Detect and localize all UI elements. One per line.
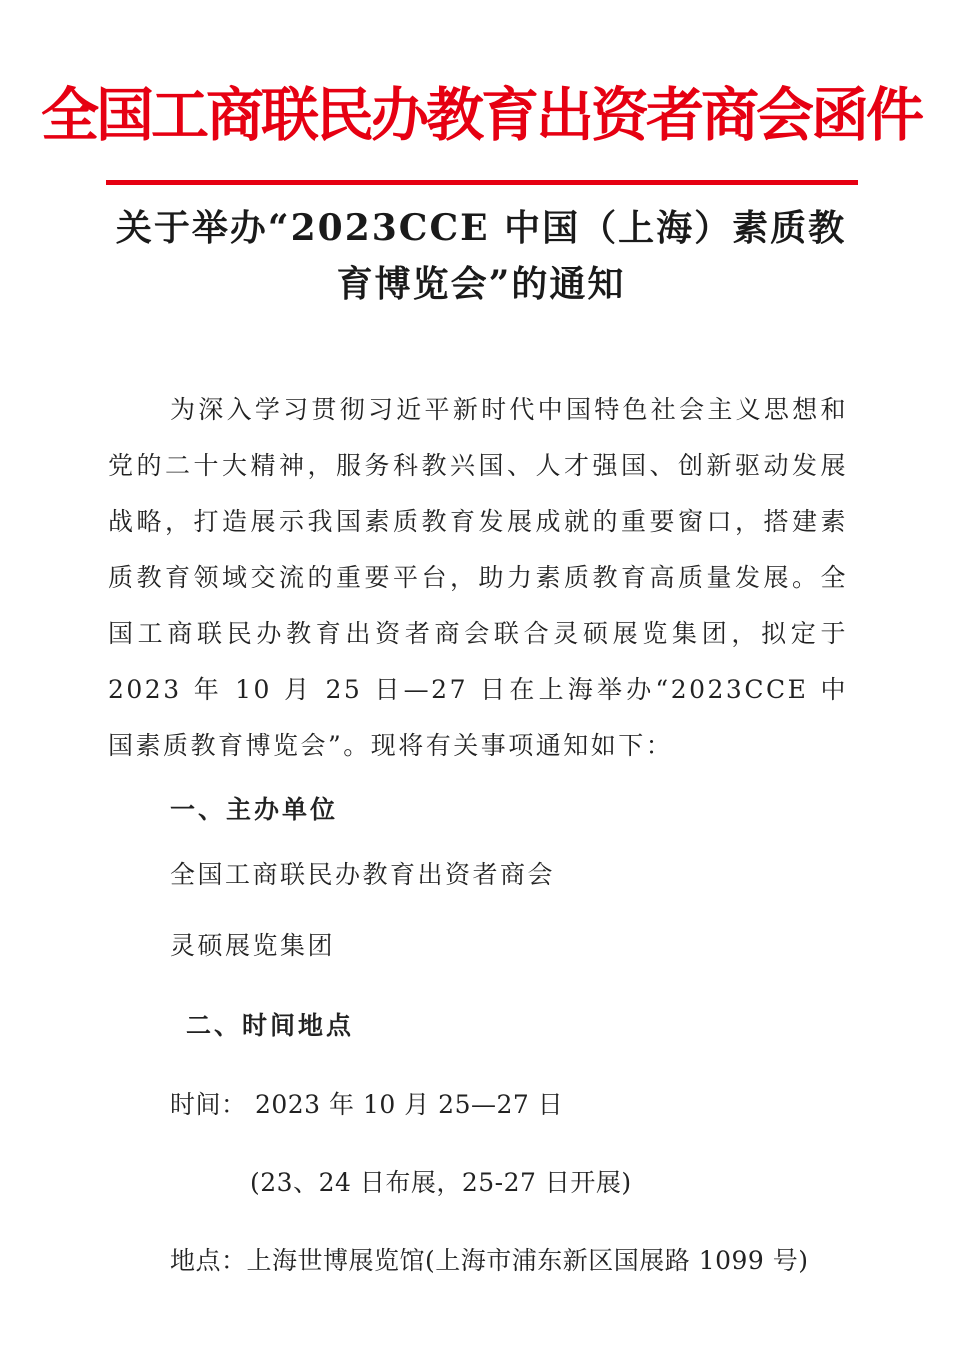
letterhead-title: 全国工商联民办教育出资者商会函件 — [40, 81, 921, 149]
event-venue: 地点：上海世博展览馆(上海市浦东新区国展路 1099 号) — [170, 1246, 809, 1275]
event-time-note: (23、24 日布展，25-27 日开展) — [250, 1168, 632, 1197]
event-time: 时间： 2023 年 10 月 25—27 日 — [170, 1090, 564, 1119]
letterhead-rule — [106, 180, 858, 185]
intro-paragraph: 为深入学习贯彻习近平新时代中国特色社会主义思想和党的二十大精神，服务科教兴国、人才强国、创新驱动发展战略，打造展示我国素质教育发展成就的重要窗口，搭建素质教育领域交流的重要平台，助力素质教育高质量发展。全国工商联民办教育出资者商会联合灵硕展览集团，拟定于 2023 年 10 月 25 日—27 日在上海举办“2023CCE 中国素质教育博览会”。现将有关事项通知如下： — [108, 395, 848, 760]
notice-title-line-1: 关于举办“2023CCE 中国（上海）素质教 — [115, 207, 847, 249]
notice-title — [100, 200, 862, 312]
section-2-heading: 二、时间地点 — [186, 1011, 355, 1040]
organizer-2: 灵硕展览集团 — [170, 931, 336, 960]
organizer-1: 全国工商联民办教育出资者商会 — [170, 860, 556, 889]
section-1-heading: 一、主办单位 — [170, 795, 339, 824]
notice-title-line-2: 育博览会”的通知 — [336, 263, 626, 305]
